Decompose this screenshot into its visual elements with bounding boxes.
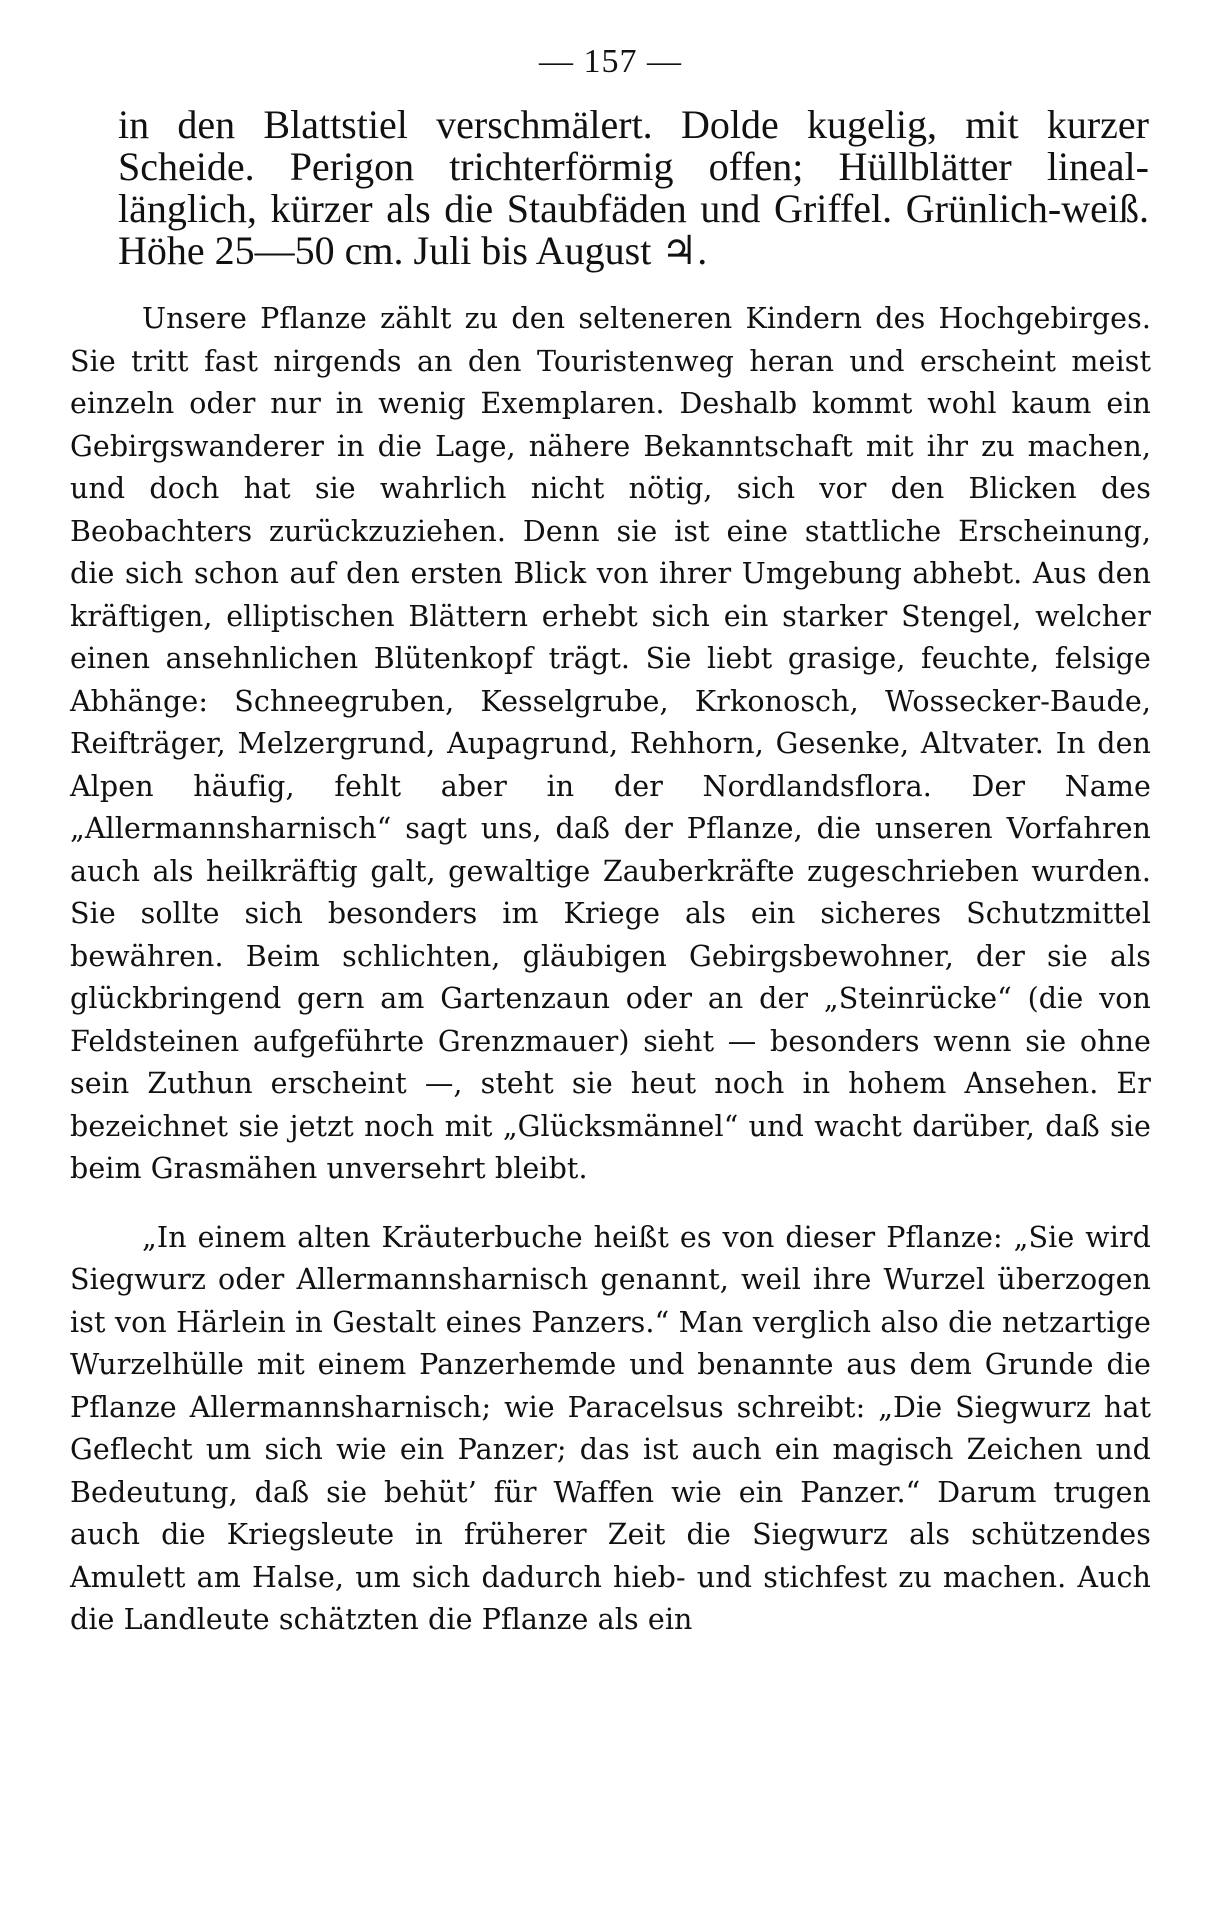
page-number: — 157 — [539, 43, 682, 80]
botanical-description: in den Blattstiel verschmälert. Dolde kugelig, mit kurzer Scheide. Perigon trichterförmig offen; Hüllblätter lineal-länglich, kürzer als die Staubfäden und Griffel. Grünlich-weiß. Höhe 25—50 cm. Juli bis August ♃. [118, 102, 1149, 273]
book-page [70, 40, 1151, 1900]
paragraph-plant-lore: Unsere Pflanze zählt zu den selteneren Kindern des Hochgebirges. Sie tritt fast nirgends an den Touristenweg heran und erscheint meist einzeln oder nur in wenig Exemplaren. Deshalb kommt wohl kaum ein Gebirgswanderer in die Lage, nähere Bekanntschaft mit ihr zu machen, und doch hat sie wahrlich nicht nötig, sich vor den Blicken des Beobachters zurückzuziehen. Denn sie ist eine stattliche Erscheinung, die sich schon auf den ersten Blick von ihrer Umgebung abhebt. Aus den kräftigen, elliptischen Blättern erhebt sich ein starker Stengel, welcher einen ansehnlichen Blütenkopf trägt. Sie liebt grasige, feuchte, felsige Abhänge: Schneegruben, Kesselgrube, Krkonosch, Wossecker-Baude, Reifträger, Melzergrund, Aupagrund, Rehhorn, Gesenke, Altvater. In den Alpen häufig, fehlt aber in der Nordlandsflora. Der Name „Allermannsharnisch“ sagt uns, daß der Pflanze, die unseren Vorfahren auch als heilkräftig galt, gewaltige Zauberkräfte zugeschrieben wurden. Sie sollte sich besonders im Kriege als ein sicheres Schutzmittel bewähren. Beim schlichten, gläubigen Gebirgsbewohner, der sie als glückbringend gern am Gartenzaun oder an der „Steinrücke“ (die von Feldsteinen aufgeführte Grenzmauer) sieht — besonders wenn sie ohne sein Zuthun erscheint —, steht sie heut noch in hohem Ansehen. Er bezeichnet sie jetzt noch mit „Glücksmännel“ und wacht darüber, daß sie beim Grasmähen unversehrt bleibt. [70, 302, 1151, 1185]
paragraph-herbal-quote: „In einem alten Kräuterbuche heißt es von dieser Pflanze: „Sie wird Siegwurz oder Allermannsharnisch genannt, weil ihre Wurzel überzogen ist von Härlein in Gestalt eines Panzers.“ Man verglich also die netzartige Wurzelhülle mit einem Panzerhemde und benannte aus dem Grunde die Pflanze Allermannsharnisch; wie Paracelsus schreibt: „Die Siegwurz hat Geflecht um sich wie ein Panzer; das ist auch ein magisch Zeichen und Bedeutung, daß sie behüt’ für Waffen wie ein Panzer.“ Darum trugen auch die Kriegsleute in früherer Zeit die Siegwurz als schützendes Amulett am Halse, um sich dadurch hieb- und stichfest zu machen. Auch die Landleute schätzten die Pflanze als ein [70, 1220, 1151, 1636]
